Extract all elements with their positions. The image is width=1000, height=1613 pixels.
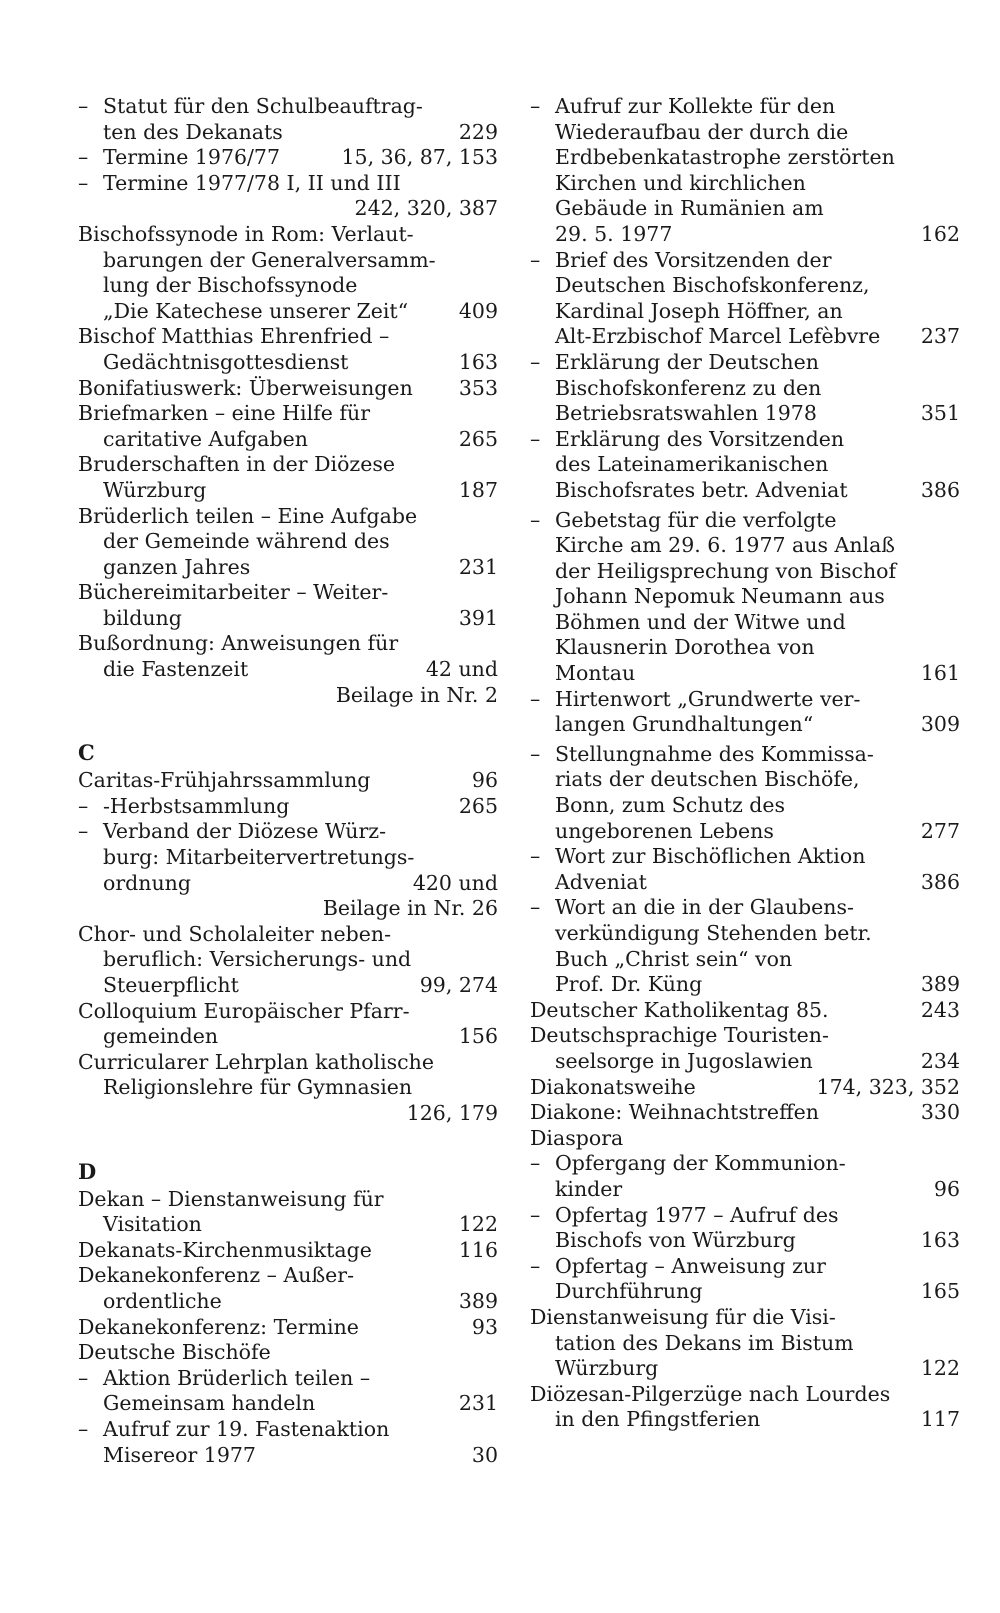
- index-entry: [530, 895, 960, 921]
- index-entry: [78, 350, 498, 376]
- entry-text: 126, 179: [406, 1100, 498, 1125]
- right-column: [530, 94, 960, 1433]
- entry-text: Wort zur Bischöflichen Aktion: [555, 844, 866, 869]
- entry-text: Erklärung der Deutschen: [555, 349, 819, 374]
- index-entry: [78, 478, 498, 504]
- index-entry: [530, 972, 960, 998]
- dash-marker: –: [530, 741, 541, 766]
- dash-marker: –: [530, 686, 541, 711]
- index-entry: [530, 635, 960, 661]
- index-entry: [530, 452, 960, 478]
- entry-text: Alt-Erzbischof Marcel Lefèbvre: [555, 324, 881, 349]
- index-entry: [530, 324, 960, 350]
- page-reference: 386: [920, 869, 960, 894]
- entry-text: gemeinden: [103, 1024, 219, 1049]
- entry-text: Bischof Matthias Ehrenfried –: [78, 324, 390, 349]
- entry-text: Termine 1976/77: [103, 145, 281, 170]
- dash-marker: –: [530, 1151, 541, 1176]
- index-entry: [78, 299, 498, 325]
- entry-text: Steuerpflicht: [103, 973, 239, 997]
- dash-marker: –: [78, 145, 89, 170]
- dash-marker: –: [530, 94, 541, 118]
- entry-text: -Herbstsammlung: [103, 793, 290, 818]
- entry-text: die Fastenzeit: [103, 657, 249, 682]
- index-entry: [78, 1289, 498, 1315]
- entry-text: Aufruf zur Kollekte für den: [555, 94, 836, 118]
- entry-text: Beilage in Nr. 2: [335, 682, 498, 707]
- index-entry: [78, 947, 498, 973]
- index-entry: [530, 478, 960, 504]
- spacer: [78, 1127, 498, 1157]
- page-reference: 277: [920, 818, 960, 843]
- page-reference: 389: [920, 972, 960, 997]
- entry-text: Kardinal Joseph Höffner, an: [555, 298, 843, 323]
- dash-marker: –: [530, 1253, 541, 1278]
- index-entry: [530, 171, 960, 197]
- page-reference: 162: [920, 221, 960, 246]
- page-reference: 42 und: [425, 657, 498, 682]
- entry-text: Deutschsprachige Touristen-: [530, 1023, 829, 1048]
- entry-text: Hirtenwort „Grundwerte ver-: [555, 686, 861, 711]
- entry-text: Wiederaufbau der durch die: [555, 119, 849, 144]
- index-entry: [78, 1212, 498, 1238]
- index-entry: [78, 1340, 498, 1366]
- entry-text: Johann Nepomuk Neumann aus: [555, 584, 885, 609]
- page-reference: 116: [458, 1237, 498, 1262]
- index-entry: [78, 973, 498, 999]
- index-entry: [78, 631, 498, 657]
- page-reference: 117: [920, 1407, 960, 1432]
- page-reference: 309: [920, 712, 960, 737]
- index-entry: [78, 871, 498, 897]
- entry-text: Termine 1977/78 I, II und III: [103, 170, 401, 195]
- index-entry: [78, 819, 498, 845]
- entry-text: Brüderlich teilen – Eine Aufgabe: [78, 503, 418, 528]
- entry-text: Kirchen und kirchlichen: [555, 170, 806, 195]
- entry-text: Würzburg: [555, 1356, 659, 1381]
- dash-marker: –: [530, 1202, 541, 1227]
- page-reference: 165: [920, 1279, 960, 1304]
- entry-text: Opfertag – Anweisung zur: [555, 1253, 826, 1278]
- entry-text: Stellungnahme des Kommissa-: [555, 741, 874, 766]
- index-entry: [78, 1187, 498, 1213]
- entry-text: seelsorge in Jugoslawien: [555, 1048, 813, 1073]
- index-entry: [530, 1151, 960, 1177]
- index-entry: [78, 1443, 498, 1469]
- index-entry: [530, 1356, 960, 1382]
- page-reference: 156: [458, 1024, 498, 1049]
- entry-text: Bischofssynode in Rom: Verlaut-: [78, 221, 414, 246]
- entry-text: Deutsche Bischöfe: [78, 1340, 271, 1365]
- index-entry: [530, 559, 960, 585]
- entry-text: Deutscher Katholikentag 85.: [530, 997, 829, 1022]
- index-entry: [530, 1126, 960, 1152]
- index-entry: [78, 1391, 498, 1417]
- left-column: [78, 94, 498, 1468]
- entry-text: Opfertag 1977 – Aufruf des: [555, 1202, 839, 1227]
- dash-marker: –: [78, 819, 89, 844]
- dash-marker: –: [530, 507, 541, 532]
- entry-text: Wort an die in der Glaubens-: [555, 895, 854, 920]
- entry-text: Bonifatiuswerk: Überweisungen: [78, 375, 413, 400]
- index-entry: [78, 1366, 498, 1392]
- index-entry: [78, 1050, 498, 1076]
- entry-text: „Die Katechese unserer Zeit“: [103, 298, 409, 323]
- index-entry: [78, 896, 498, 922]
- index-entry: [530, 584, 960, 610]
- index-entry: [78, 555, 498, 581]
- index-entry: [530, 819, 960, 845]
- index-entry: [78, 999, 498, 1025]
- entry-text: der Heiligsprechung von Bischof: [555, 558, 897, 583]
- entry-text: Diözesan-Pilgerzüge nach Lourdes: [530, 1381, 891, 1406]
- entry-text: Chor- und Scholaleiter neben-: [78, 921, 392, 946]
- index-entry: [78, 248, 498, 274]
- page-reference: 174, 323, 352: [816, 1074, 960, 1099]
- entry-text: caritative Aufgaben: [103, 426, 308, 451]
- page-reference: 386: [920, 477, 960, 502]
- entry-text: lung der Bischofssynode: [103, 273, 358, 298]
- entry-text: Böhmen und der Witwe und: [555, 609, 846, 634]
- page-reference: 391: [458, 605, 498, 630]
- entry-text: tation des Dekans im Bistum: [555, 1330, 854, 1355]
- index-entry: [530, 508, 960, 534]
- page-reference: 420 und: [412, 870, 498, 895]
- index-entry: [530, 742, 960, 768]
- page-reference: 229: [458, 119, 498, 144]
- dash-marker: –: [78, 170, 89, 195]
- index-entry: [530, 1305, 960, 1331]
- index-entry: [78, 768, 498, 794]
- entry-text: Opfergang der Kommunion-: [555, 1151, 846, 1176]
- entry-text: Erklärung des Vorsitzenden: [555, 426, 845, 451]
- entry-text: Kirche am 29. 6. 1977 aus Anlaß: [555, 533, 896, 558]
- entry-text: Bischofs von Würzburg: [555, 1228, 796, 1253]
- entry-text: Religionslehre für Gymnasien: [103, 1075, 413, 1100]
- entry-text: Klausnerin Dorothea von: [555, 635, 815, 660]
- section-letter: D: [78, 1158, 97, 1184]
- index-entry: [78, 845, 498, 871]
- entry-text: Gemeinsam handeln: [103, 1391, 316, 1416]
- index-entry: [530, 793, 960, 819]
- entry-text: Caritas-Frühjahrssammlung: [78, 768, 371, 793]
- index-entry: [530, 1228, 960, 1254]
- entry-text: Dienstanweisung für die Visi-: [530, 1304, 836, 1329]
- entry-text: barungen der Generalversamm-: [103, 247, 436, 272]
- index-entry: [530, 350, 960, 376]
- entry-text: Curricularer Lehrplan katholische: [78, 1049, 434, 1074]
- index-entry: [78, 376, 498, 402]
- index-entry: [78, 606, 498, 632]
- entry-text: Montau: [555, 661, 636, 686]
- page-reference: 122: [458, 1212, 498, 1237]
- index-entry: [78, 273, 498, 299]
- page-reference: 30: [471, 1442, 498, 1467]
- index-entry: [530, 1407, 960, 1433]
- page-reference: 351: [920, 401, 960, 426]
- dash-marker: –: [530, 247, 541, 272]
- page-reference: 353: [458, 375, 498, 400]
- entry-text: Büchereimitarbeiter – Weiter-: [78, 580, 389, 605]
- entry-text: Gebetstag für die verfolgte: [555, 507, 837, 532]
- entry-text: Buch „Christ sein“ von: [555, 946, 793, 971]
- entry-text: Aufruf zur 19. Fastenaktion: [103, 1416, 390, 1441]
- index-entry: [530, 248, 960, 274]
- index-entry: [78, 1075, 498, 1101]
- index-entry: [78, 427, 498, 453]
- entry-text: Bischofsrates betr. Adveniat: [555, 477, 848, 502]
- entry-text: Verband der Diözese Würz-: [103, 819, 387, 844]
- entry-text: Aktion Brüderlich teilen –: [103, 1365, 371, 1390]
- entry-text: kinder: [555, 1176, 623, 1201]
- dash-marker: –: [530, 349, 541, 374]
- entry-text: Dekanekonferenz: Termine: [78, 1314, 359, 1339]
- entry-text: Diakone: Weihnachtstreffen: [530, 1100, 819, 1125]
- index-entry: [530, 998, 960, 1024]
- entry-text: ganzen Jahres: [103, 554, 251, 579]
- index-entry: [78, 1263, 498, 1289]
- page-reference: 330: [920, 1100, 960, 1125]
- entry-text: Diaspora: [530, 1125, 624, 1150]
- index-entry: [530, 844, 960, 870]
- entry-text: Beilage in Nr. 26: [322, 896, 498, 921]
- index-entry: [530, 1075, 960, 1101]
- index-entry: [78, 120, 498, 146]
- index-entry: [530, 273, 960, 299]
- index-entry: [78, 145, 498, 171]
- page-reference: 93: [471, 1314, 498, 1339]
- index-entry: [530, 1203, 960, 1229]
- entry-text: Dekanats-Kirchenmusiktage: [78, 1237, 372, 1262]
- index-entry: [78, 171, 498, 197]
- index-entry: [530, 94, 960, 120]
- index-entry: [78, 94, 498, 120]
- entry-text: 29. 5. 1977: [555, 221, 673, 246]
- entry-text: Deutschen Bischofskonferenz,: [555, 273, 870, 298]
- index-entry: [78, 683, 498, 709]
- index-entry: [78, 504, 498, 530]
- entry-text: beruflich: Versicherungs- und: [103, 947, 412, 972]
- entry-text: Briefmarken – eine Hilfe für: [78, 401, 370, 426]
- page-reference: 15, 36, 87, 153: [341, 145, 498, 170]
- entry-text: Bischofskonferenz zu den: [555, 375, 822, 400]
- page-reference: 234: [920, 1048, 960, 1073]
- spacer: [78, 708, 498, 738]
- entry-text: der Gemeinde während des: [103, 529, 390, 554]
- index-entry: [78, 580, 498, 606]
- entry-text: Brief des Vorsitzenden der: [555, 247, 832, 272]
- entry-text: Erdbebenkatastrophe zerstörten: [555, 145, 895, 170]
- entry-text: Gebäude in Rumänien am: [555, 196, 824, 221]
- entry-text: burg: Mitarbeitervertretungs-: [103, 845, 415, 870]
- page-reference: 96: [471, 768, 498, 793]
- entry-text: Visitation: [103, 1212, 202, 1237]
- index-entry: [530, 767, 960, 793]
- page-reference: 163: [458, 349, 498, 374]
- entry-text: ordentliche: [103, 1288, 222, 1313]
- entry-text: ungeborenen Lebens: [555, 818, 774, 843]
- entry-text: Bruderschaften in der Diözese: [78, 452, 395, 477]
- page-reference: 265: [458, 426, 498, 451]
- index-entry: [530, 610, 960, 636]
- entry-text: Diakonatsweihe: [530, 1074, 696, 1099]
- index-entry: [530, 1100, 960, 1126]
- index-entry: [78, 222, 498, 248]
- index-entry: [530, 1049, 960, 1075]
- index-entry: [78, 1417, 498, 1443]
- entry-text: Würzburg: [103, 477, 207, 502]
- page-reference: 161: [920, 661, 960, 686]
- entry-text: ordnung: [103, 870, 191, 895]
- index-entry: [530, 687, 960, 713]
- index-entry: [530, 1382, 960, 1408]
- index-entry: [530, 145, 960, 171]
- entry-text: Adveniat: [555, 869, 647, 894]
- index-entry: [530, 533, 960, 559]
- index-entry: [78, 922, 498, 948]
- entry-text: bildung: [103, 605, 182, 630]
- page-reference: 265: [458, 793, 498, 818]
- entry-text: ten des Dekanats: [103, 119, 283, 144]
- dash-marker: –: [78, 1365, 89, 1390]
- index-entry: [530, 401, 960, 427]
- dash-marker: –: [78, 1416, 89, 1441]
- index-entry: [78, 452, 498, 478]
- dash-marker: –: [78, 793, 89, 818]
- page-reference: 96: [933, 1176, 960, 1201]
- index-entry: [530, 870, 960, 896]
- index-entry: [530, 120, 960, 146]
- index-entry: [530, 1023, 960, 1049]
- entry-text: Bußordnung: Anweisungen für: [78, 631, 399, 656]
- page-reference: 237: [920, 324, 960, 349]
- index-entry: [78, 1024, 498, 1050]
- index-entry: [78, 1101, 498, 1127]
- index-entry: [78, 401, 498, 427]
- page-reference: 122: [920, 1356, 960, 1381]
- entry-text: Betriebsratswahlen 1978: [555, 401, 817, 426]
- entry-text: Dekanekonferenz – Außer-: [78, 1263, 355, 1288]
- index-entry: [78, 196, 498, 222]
- page-reference: 243: [920, 997, 960, 1022]
- index-entry: [530, 376, 960, 402]
- index-entry: [78, 794, 498, 820]
- entry-text: Bonn, zum Schutz des: [555, 793, 786, 818]
- index-entry: [530, 1177, 960, 1203]
- entry-text: verkündigung Stehenden betr.: [555, 921, 872, 945]
- index-entry: [530, 1279, 960, 1305]
- entry-text: Misereor 1977: [103, 1442, 256, 1467]
- section-letter: C: [78, 740, 95, 766]
- dash-marker: –: [530, 426, 541, 451]
- page-reference: 187: [458, 477, 498, 502]
- index-entry: [530, 1331, 960, 1357]
- entry-text: Colloquium Europäischer Pfarr-: [78, 998, 410, 1023]
- entry-text: 242, 320, 387: [354, 196, 498, 221]
- entry-text: Dekan – Dienstanweisung für: [78, 1186, 384, 1211]
- index-entry: [530, 712, 960, 738]
- index-entry: [78, 324, 498, 350]
- page-reference: 389: [458, 1288, 498, 1313]
- page-reference: 231: [458, 554, 498, 579]
- entry-text: in den Pfingstferien: [555, 1407, 761, 1432]
- page-reference: 409: [458, 298, 498, 323]
- index-entry: [530, 947, 960, 973]
- index-entry: [78, 1238, 498, 1264]
- page-reference: 99, 274: [419, 973, 498, 997]
- entry-text: des Lateinamerikanischen: [555, 452, 829, 477]
- entry-text: Prof. Dr. Küng: [555, 972, 703, 997]
- index-entry: [530, 299, 960, 325]
- index-entry: [530, 921, 960, 947]
- index-entry: [530, 661, 960, 687]
- index-entry: [530, 196, 960, 222]
- dash-marker: –: [530, 844, 541, 869]
- dash-marker: –: [530, 895, 541, 920]
- index-entry: [78, 1315, 498, 1341]
- entry-text: Durchführung: [555, 1279, 703, 1304]
- page-reference: 231: [458, 1391, 498, 1416]
- index-entry: [530, 1254, 960, 1280]
- dash-marker: –: [78, 94, 89, 118]
- index-entry: [530, 427, 960, 453]
- index-entry: [530, 222, 960, 248]
- index-entry: [78, 657, 498, 683]
- entry-text: riats der deutschen Bischöfe,: [555, 767, 860, 792]
- index-entry: [78, 529, 498, 555]
- page-reference: 163: [920, 1228, 960, 1253]
- entry-text: Gedächtnisgottesdienst: [103, 349, 349, 374]
- entry-text: Statut für den Schulbeauftrag-: [103, 94, 423, 118]
- entry-text: langen Grundhaltungen“: [555, 712, 814, 737]
